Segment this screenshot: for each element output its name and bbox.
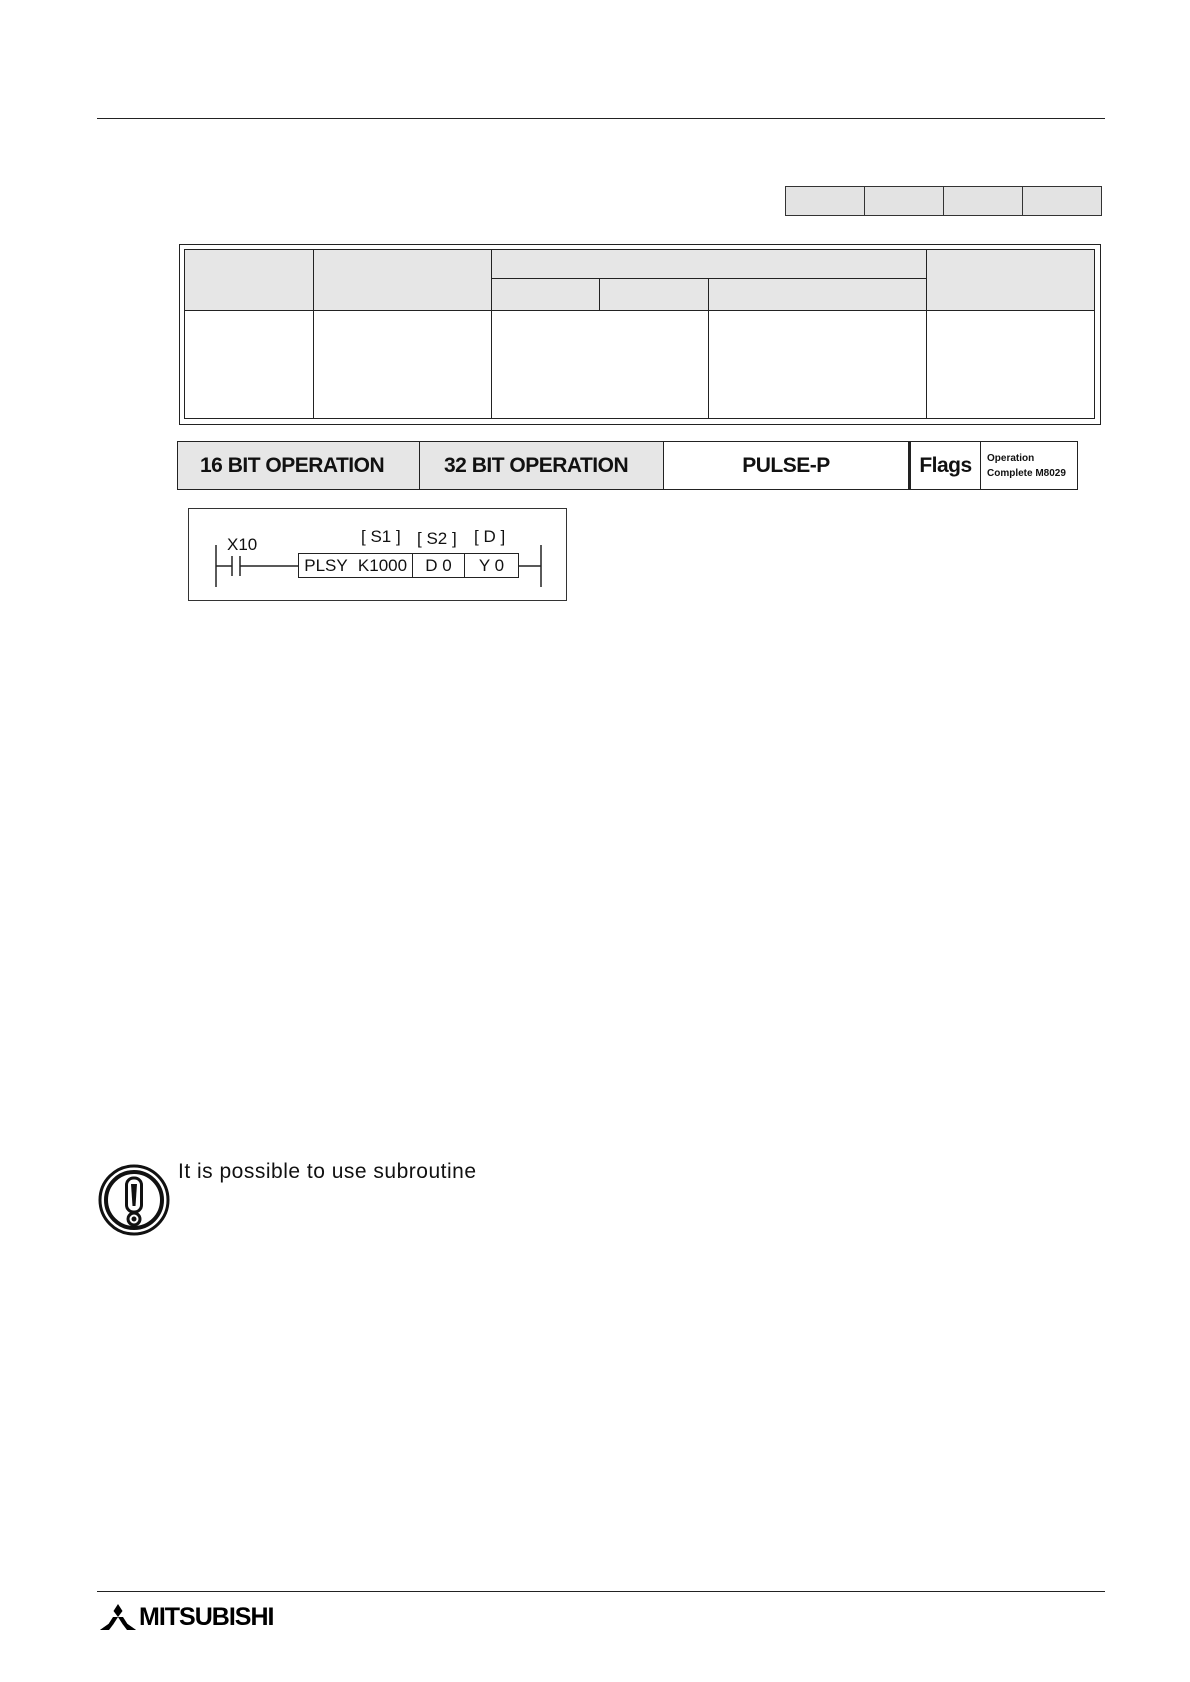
table-header-cell bbox=[314, 250, 492, 311]
three-diamonds-icon bbox=[100, 1604, 136, 1630]
header-box bbox=[944, 187, 1023, 215]
bit16-label: 16 BIT OPERATION bbox=[200, 453, 385, 477]
table-cell bbox=[492, 311, 709, 419]
table-subheader-cell bbox=[600, 279, 709, 311]
operand-value-d: Y 0 bbox=[478, 555, 505, 575]
operand-table-frame bbox=[179, 244, 1101, 425]
top-rule bbox=[97, 118, 1105, 119]
header-box bbox=[865, 187, 944, 215]
table-header-cell bbox=[185, 250, 314, 311]
flags-line2: Complete M8029 bbox=[987, 467, 1066, 479]
flags-label: Flags bbox=[919, 453, 972, 477]
table-subheader-cell bbox=[492, 279, 600, 311]
brand-text: MITSUBISHI bbox=[139, 1602, 274, 1631]
contact-label-x10: X10 bbox=[227, 535, 258, 554]
table-cell bbox=[709, 311, 927, 419]
table-subheader-cell bbox=[709, 279, 927, 311]
header-box bbox=[1023, 187, 1101, 215]
operation-bar bbox=[177, 441, 1078, 492]
bit32-label: 32 BIT OPERATION bbox=[444, 453, 629, 477]
mitsubishi-logo bbox=[100, 1603, 273, 1631]
table-cell bbox=[314, 311, 492, 419]
flags-cell bbox=[909, 441, 981, 490]
instruction-box-plsy bbox=[298, 553, 354, 578]
operand-label-s2: [ S2 ] bbox=[417, 529, 457, 548]
ladder-diagram bbox=[188, 508, 567, 601]
header-box bbox=[786, 187, 865, 215]
pulse-label: PULSE-P bbox=[742, 453, 830, 477]
table-header-cell bbox=[927, 250, 1095, 311]
pulse-cell bbox=[664, 441, 909, 490]
bottom-rule bbox=[97, 1591, 1105, 1592]
operand-table bbox=[184, 249, 1095, 419]
operand-label-s1: [ S1 ] bbox=[361, 527, 401, 546]
operand-value-s1: K1000 bbox=[357, 555, 408, 575]
flags-detail-cell bbox=[981, 441, 1078, 490]
operand-value-s2: D 0 bbox=[425, 555, 452, 575]
bit16-operation-cell bbox=[177, 441, 420, 490]
instruction-label: PLSY bbox=[304, 555, 348, 575]
header-tab-boxes bbox=[785, 186, 1102, 216]
table-header-cell bbox=[492, 250, 927, 279]
exclamation-icon bbox=[98, 1164, 170, 1236]
flags-line1: Operation bbox=[987, 452, 1035, 464]
operand-box-s1 bbox=[353, 553, 413, 578]
operand-label-d: [ D ] bbox=[474, 527, 506, 546]
operand-box-d bbox=[465, 553, 519, 578]
bit32-operation-cell bbox=[420, 441, 664, 490]
table-cell bbox=[927, 311, 1095, 419]
note-text: It is possible to use subroutine bbox=[178, 1160, 477, 1183]
operand-box-s2 bbox=[413, 553, 465, 578]
table-cell bbox=[185, 311, 314, 419]
